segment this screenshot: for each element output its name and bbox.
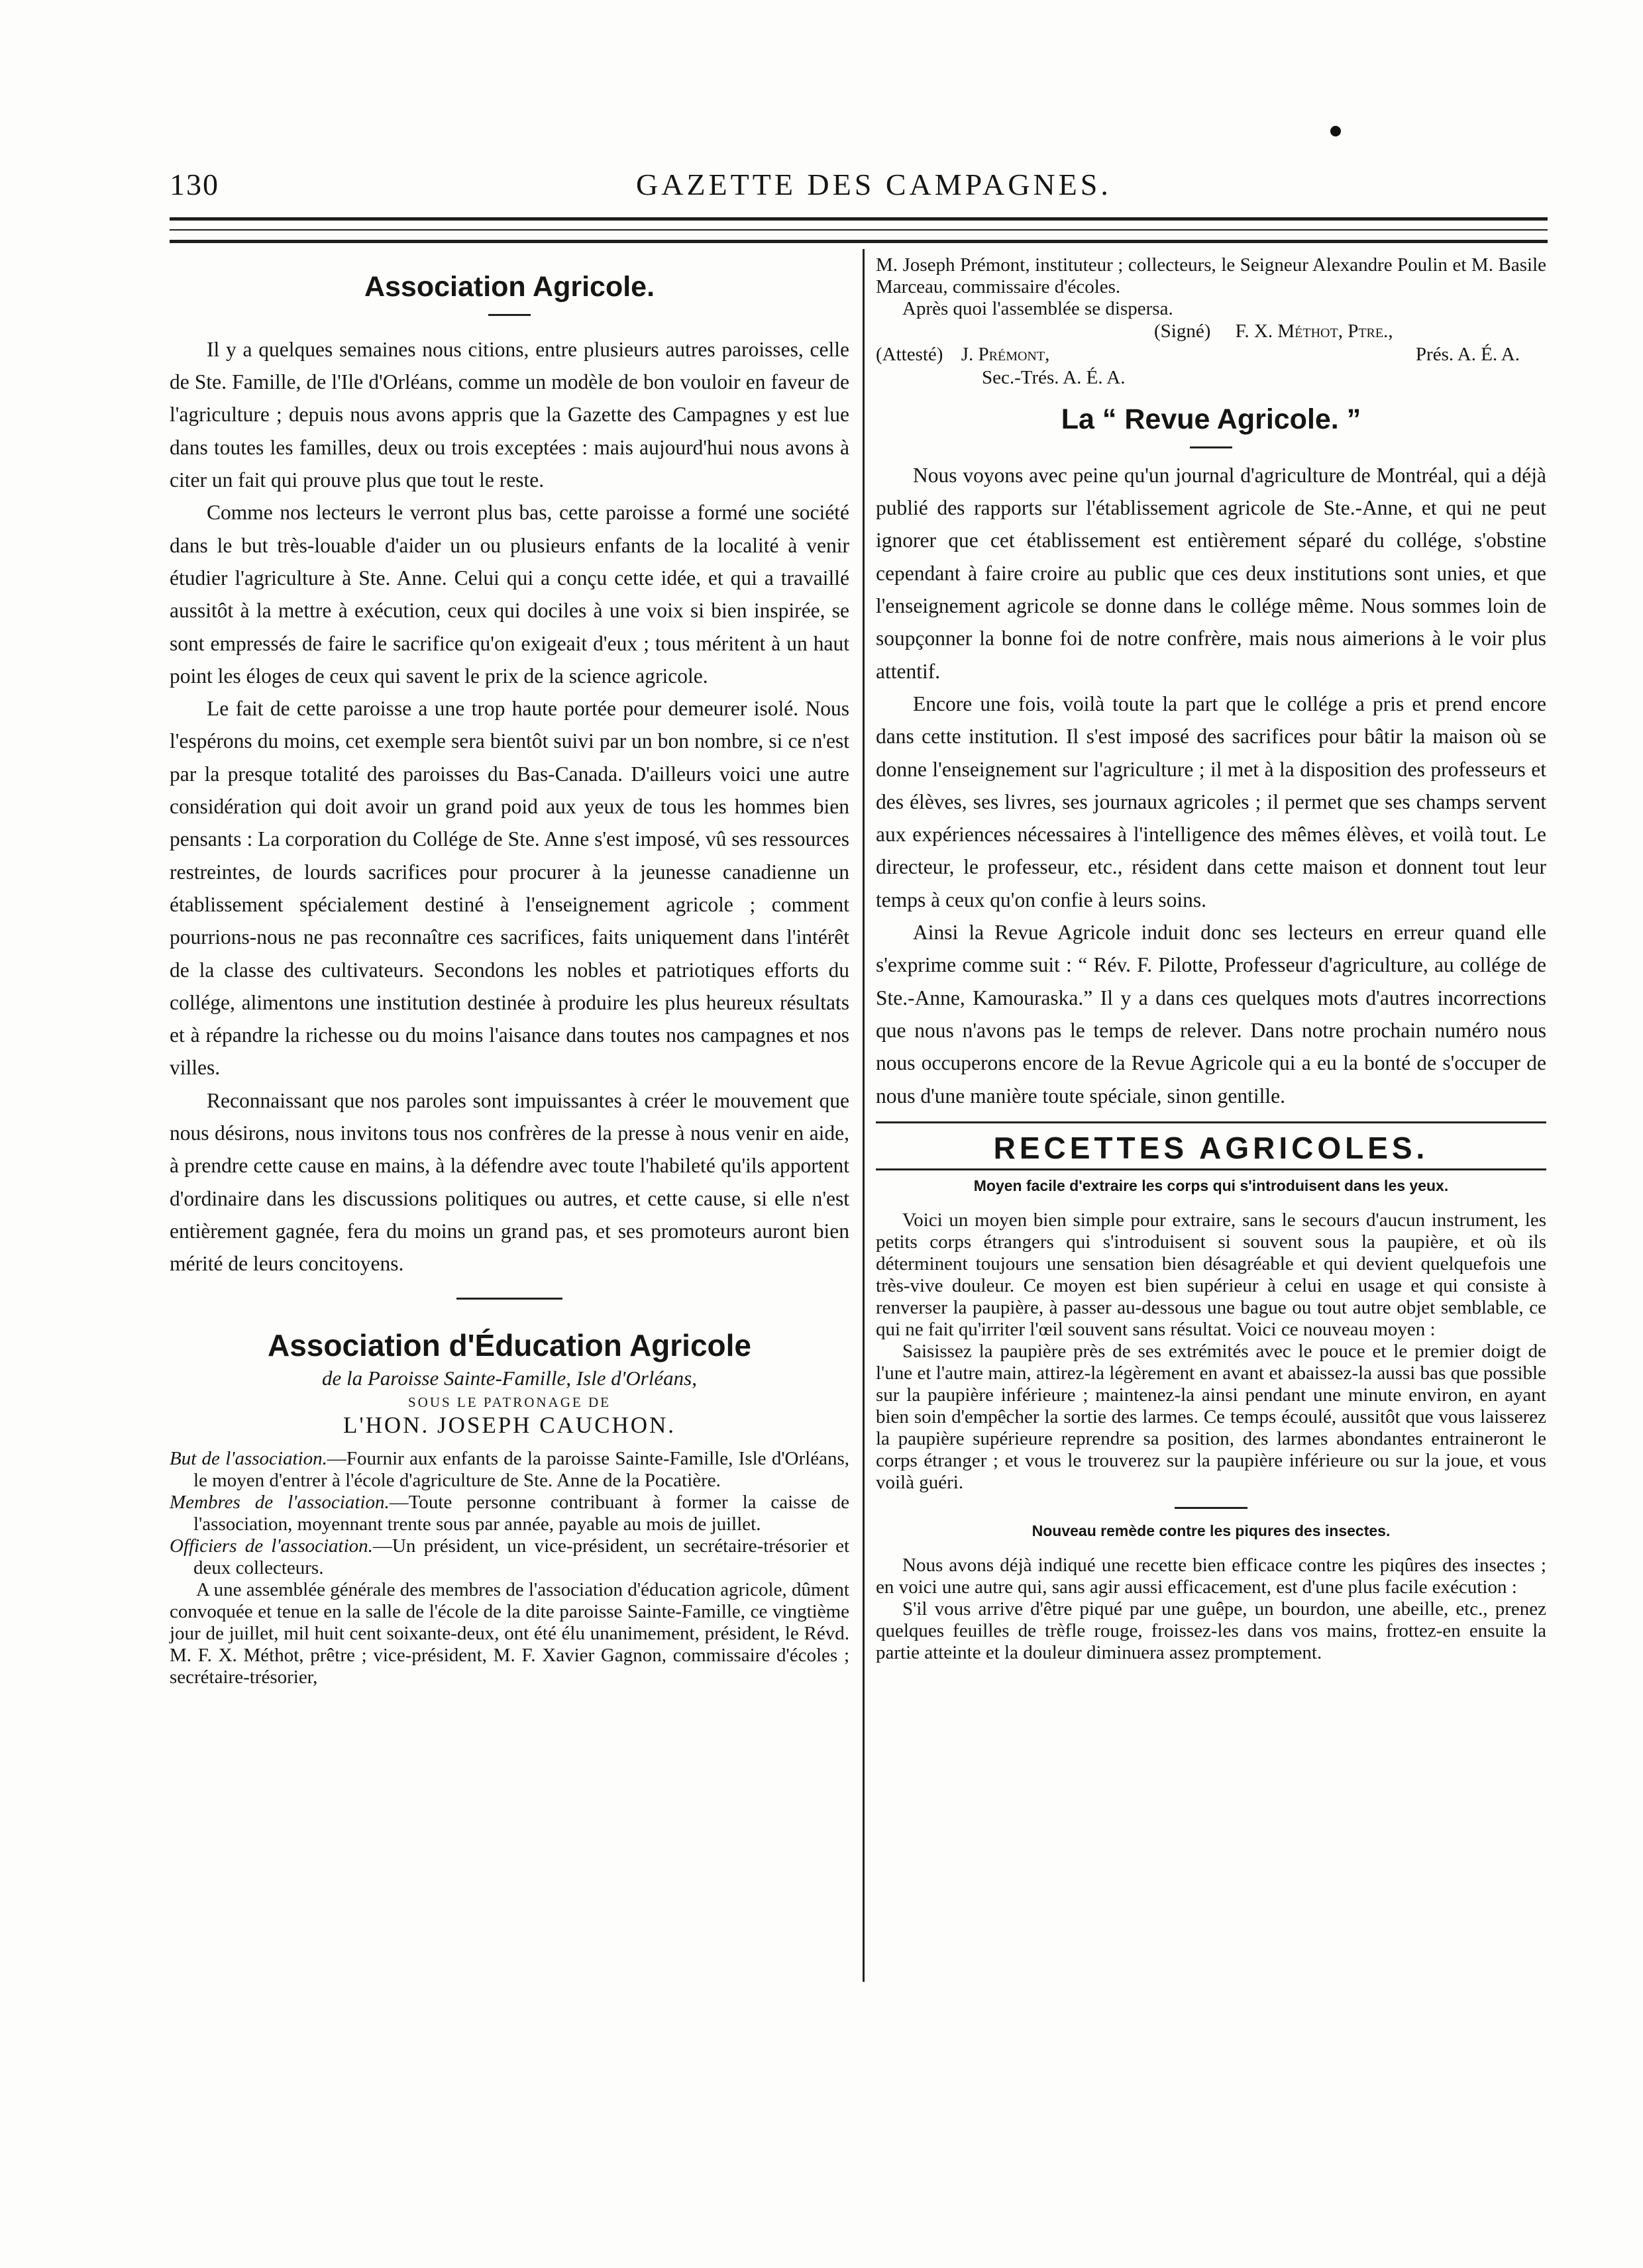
section-rule — [876, 1121, 1546, 1123]
section-rule — [876, 1168, 1546, 1170]
recipe-paragraph: S'il vous arrive d'être piqué par une guêpe, un bourdon, une abeille, etc., prenez quelques feuilles de trèfle rouge, froissez-les dans vos mains, frottez-en ensuite la partie atteinte et la douleur diminuera assez promptement. — [876, 1598, 1546, 1663]
definition-text: —Fournir aux enfants de la paroisse Sainte-Famille, Isle d'Orléans, le moyen d'entrer à l'école d'agriculture de Ste. Anne de la Pocatière. — [193, 1448, 849, 1492]
definition-text: —Toute personne contribuant à former la caisse de l'association, moyennant trente sous par année, payable au mois de juillet. — [193, 1492, 849, 1535]
section-rule — [456, 1298, 562, 1300]
paragraph-text: Le fait de cette paroisse a une trop haute portée pour demeurer isolé. Nous l'espérons du moins, cet exemple sera bientôt suivi par un bon nombre, si ce n'est par la presque totalité des paroisses du Bas-Canada. D'ailleurs voici une autre considération qui doit avoir un grand poid aux yeux de tous les hommes bien pensants : La corporation du Collége de Ste. Anne s'est imposé, vû ses ressources restreintes, de lourds sacrifices pour procurer à la jeunesse canadienne un établissement spécialement destiné à l'enseignement agricole ; comment pourrions-nous ne pas reconnaître ces sacrifices, faits uniquement dans l'intérêt de la classe des cultivateurs. Secondons les nobles et patriotiques efforts du collége, alimentons une institution destinée à produire les plus heureux résultats et à répandre la richesse ou du moins l'aisance dans toutes nos campagnes et nos villes. — [170, 697, 849, 1080]
definition-label: Membres de l'association. — [170, 1492, 390, 1514]
paragraph — [170, 496, 849, 692]
continuation-text: M. Joseph Prémont, instituteur ; collecteurs, le Seigneur Alexandre Poulin et M. Basile Marceau, commissaire d'écoles. — [876, 254, 1546, 297]
paragraph-text: Nous voyons avec peine qu'un journal d'agriculture de Montréal, qui a déjà publié des rapports sur l'établissement agricole de Ste.-Anne, et qui ne peut ignorer que cet établissement est entièrement séparé du collége, s'obstine cependant à faire croire au public que ces deux institutions sont unies, et que l'enseignement agricole se donne dans le collége même. Nous sommes loin de soupçonner la bonne foi de notre confrère, mais nous aimerions à le voir plus attentif. — [876, 463, 1546, 683]
paragraph — [876, 916, 1546, 1112]
signer-role: Prés. A. É. A. — [1415, 344, 1520, 365]
paragraph-text: Il y a quelques semaines nous citions, entre plusieurs autres paroisses, celle de Ste. Famille, de l'Ile d'Orléans, comme un modèle de bon vouloir en faveur de l'agriculture ; depuis nous avons appris que la Gazette des Campagnes y est lue dans toutes les familles, deux ou trois exceptées : mais aujourd'hui nous avons à citer un fait qui prouve plus que tout le reste. — [170, 337, 849, 492]
recipe-heading: Moyen facile d'extraire les corps qui s'introduisent dans les yeux. — [973, 1176, 1449, 1194]
signature-line — [876, 320, 1546, 343]
paragraph-text: Encore une fois, voilà toute la part que le collége a pris et prend encore dans cette institution. Il s'est imposé des sacrifices pour bâtir la maison où se donne l'enseignement sur l'agriculture ; il met à la disposition des professeurs et des élèves, ses livres, ses journaux agricoles ; il permet que ses champs servent aux expériences nécessaires à l'intelligence des mêmes élèves, et voilà tout. Le directeur, le professeur, etc., résident dans cette maison et donnent tout leur temps à ceux qu'on confie à leurs soins. — [876, 692, 1546, 911]
header-rule — [170, 229, 1548, 231]
recipe-paragraph: Nous avons déjà indiqué une recette bien efficace contre les piqûres des insectes ; en voici une autre qui, sans agir aussi efficacement, est d'une plus facile exécution : — [876, 1554, 1546, 1598]
definition-text: —Un président, un vice-président, un secrétaire-trésorier et deux collecteurs. — [193, 1535, 849, 1579]
section-title-recettes: RECETTES AGRICOLES. — [993, 1130, 1429, 1165]
header-rule — [170, 240, 1548, 243]
paragraph — [170, 333, 849, 496]
article-title-association-education: Association d'Éducation Agricole — [267, 1327, 751, 1363]
definition-officiers — [170, 1535, 849, 1579]
article-title-revue-agricole: La “ Revue Agricole. ” — [1061, 403, 1361, 435]
recipe-paragraph: Voici un moyen bien simple pour extraire, sans le secours d'aucun instrument, les petits corps étrangers qui s'introduisent si souvent sous la paupière, et où ils déterminent toujours une sensation bien désagréable et qui devient quelquefois une très-vive douleur. Ce moyen est bien supérieur à celui en usage et qui consiste à renverser la paupière, à passer au-dessous une bague ou tout autre objet semblable, ce qui ne fait qu'irriter l'œil souvent sans résultat. Voici ce nouveau moyen : — [876, 1209, 1546, 1340]
atteste-label: (Attesté) — [876, 344, 943, 365]
article-subtitle: de la Paroisse Sainte-Famille, Isle d'Orléans, — [322, 1366, 697, 1390]
definition-membres — [170, 1492, 849, 1535]
right-column — [876, 254, 1546, 1664]
article-title-association-agricole: Association Agricole. — [364, 271, 655, 303]
left-column — [170, 254, 849, 1688]
paragraph — [876, 459, 1546, 688]
paragraph-text: Ainsi la Revue Agricole induit donc ses lecteurs en erreur quand elle s'exprime comme suit : “ Rév. F. Pilotte, Professeur d'agriculture, au collége de Ste.-Anne, Kamouraska.” Il y a dans ces quelques mots d'autres incorrections que nous n'avons pas le temps de relever. Dans notre prochain numéro nous nous occuperons encore de la Revue Agricole qui a eu la bonté de s'occuper de nous d'une manière toute spéciale, sinon gentille. — [876, 921, 1546, 1108]
recipe-rule — [1175, 1507, 1247, 1509]
title-rule — [488, 314, 531, 316]
recipe-heading: Nouveau remède contre les piqures des insectes. — [1032, 1521, 1391, 1539]
attest-line — [876, 343, 1546, 366]
paragraph-text: Reconnaissant que nos paroles sont impuissantes à créer le mouvement que nous désirons, nous invitons tous nos confrères de la presse à nous venir en aide, à prendre cette cause en mains, à la défendre avec toute l'habileté qu'ils apportent d'ordinaire dans les discussions politiques ou autres, et cette cause, si elle n'est entièrement gagnée, fera du moins un grand pas, et ses promoteurs auront bien mérité de leurs concitoyens. — [170, 1088, 849, 1276]
definition-but — [170, 1448, 849, 1492]
column-divider — [863, 249, 865, 1982]
paragraph — [170, 692, 849, 1084]
page-number: 130 — [170, 168, 219, 201]
paragraph — [876, 688, 1546, 916]
title-rule — [1190, 446, 1232, 448]
attester-role: Sec.-Trés. A. É. A. — [982, 367, 1126, 388]
paragraph — [170, 1084, 849, 1280]
recipe-paragraph: Saisissez la paupière près de ses extrémités avec le pouce et le premier doigt de l'une et l'autre main, attirez-la légèrement en avant et abaissez-la aussi bas que possible sur la paupière inférieure ; maintenez-la ainsi pendant une minute environ, en ayant bien soin d'empêcher la sortie des larmes. Ce temps écoulé, aussitôt que vous laisserez la paupière supérieure reprendre sa position, des larmes abondantes entraineront le corps étranger ; et vous le trouverez sur la paupière inférieure ou sur la joue, et vous voilà guéri. — [876, 1340, 1546, 1493]
ink-dot — [1330, 126, 1341, 136]
attester-name: J. Prémont, — [961, 344, 1050, 365]
patron-name: L'HON. JOSEPH CAUCHON. — [343, 1412, 676, 1439]
dispersa-line: Après quoi l'assemblée se dispersa. — [902, 298, 1173, 319]
signer-name: F. X. Méthot, Ptre., — [1235, 321, 1393, 342]
header-rule — [170, 217, 1548, 221]
assembly-report: A une assemblée générale des membres de l'association d'éducation agricole, dûment convoquée et tenue en la salle de l'école de la dite paroisse Sainte-Famille, ce vingtième jour de juillet, mil huit cent soixante-deux, ont été élu unanimement, président, le Révd. M. F. X. Méthot, prêtre ; vice-président, M. F. Xavier Gagnon, commissaire d'écoles ; secrétaire-trésorier, — [170, 1579, 849, 1688]
definition-label: Officiers de l'association. — [170, 1535, 373, 1557]
running-head: GAZETTE DES CAMPAGNES. — [636, 168, 1112, 201]
attest-group — [876, 343, 1049, 366]
signe-label: (Signé) — [1154, 321, 1211, 342]
signature-block — [876, 320, 1546, 389]
patronage-intro: SOUS LE PATRONAGE DE — [407, 1394, 611, 1411]
definition-label: But de l'association. — [170, 1448, 327, 1470]
paragraph-text: Comme nos lecteurs le verront plus bas, cette paroisse a formé une société dans le but très-louable d'aider un ou plusieurs enfants de la localité à venir étudier l'agriculture à Ste. Anne. Celui qui a conçu cette idée, et qui a travaillé aussitôt à la mettre à exécution, ceux qui dociles à une voix si bien inspirée, se sont empressés de faire le sacrifice qu'on exigeait d'eux ; tous méritent à un haut point les éloges de ceux qui savent le prix de la science agricole. — [170, 501, 849, 688]
